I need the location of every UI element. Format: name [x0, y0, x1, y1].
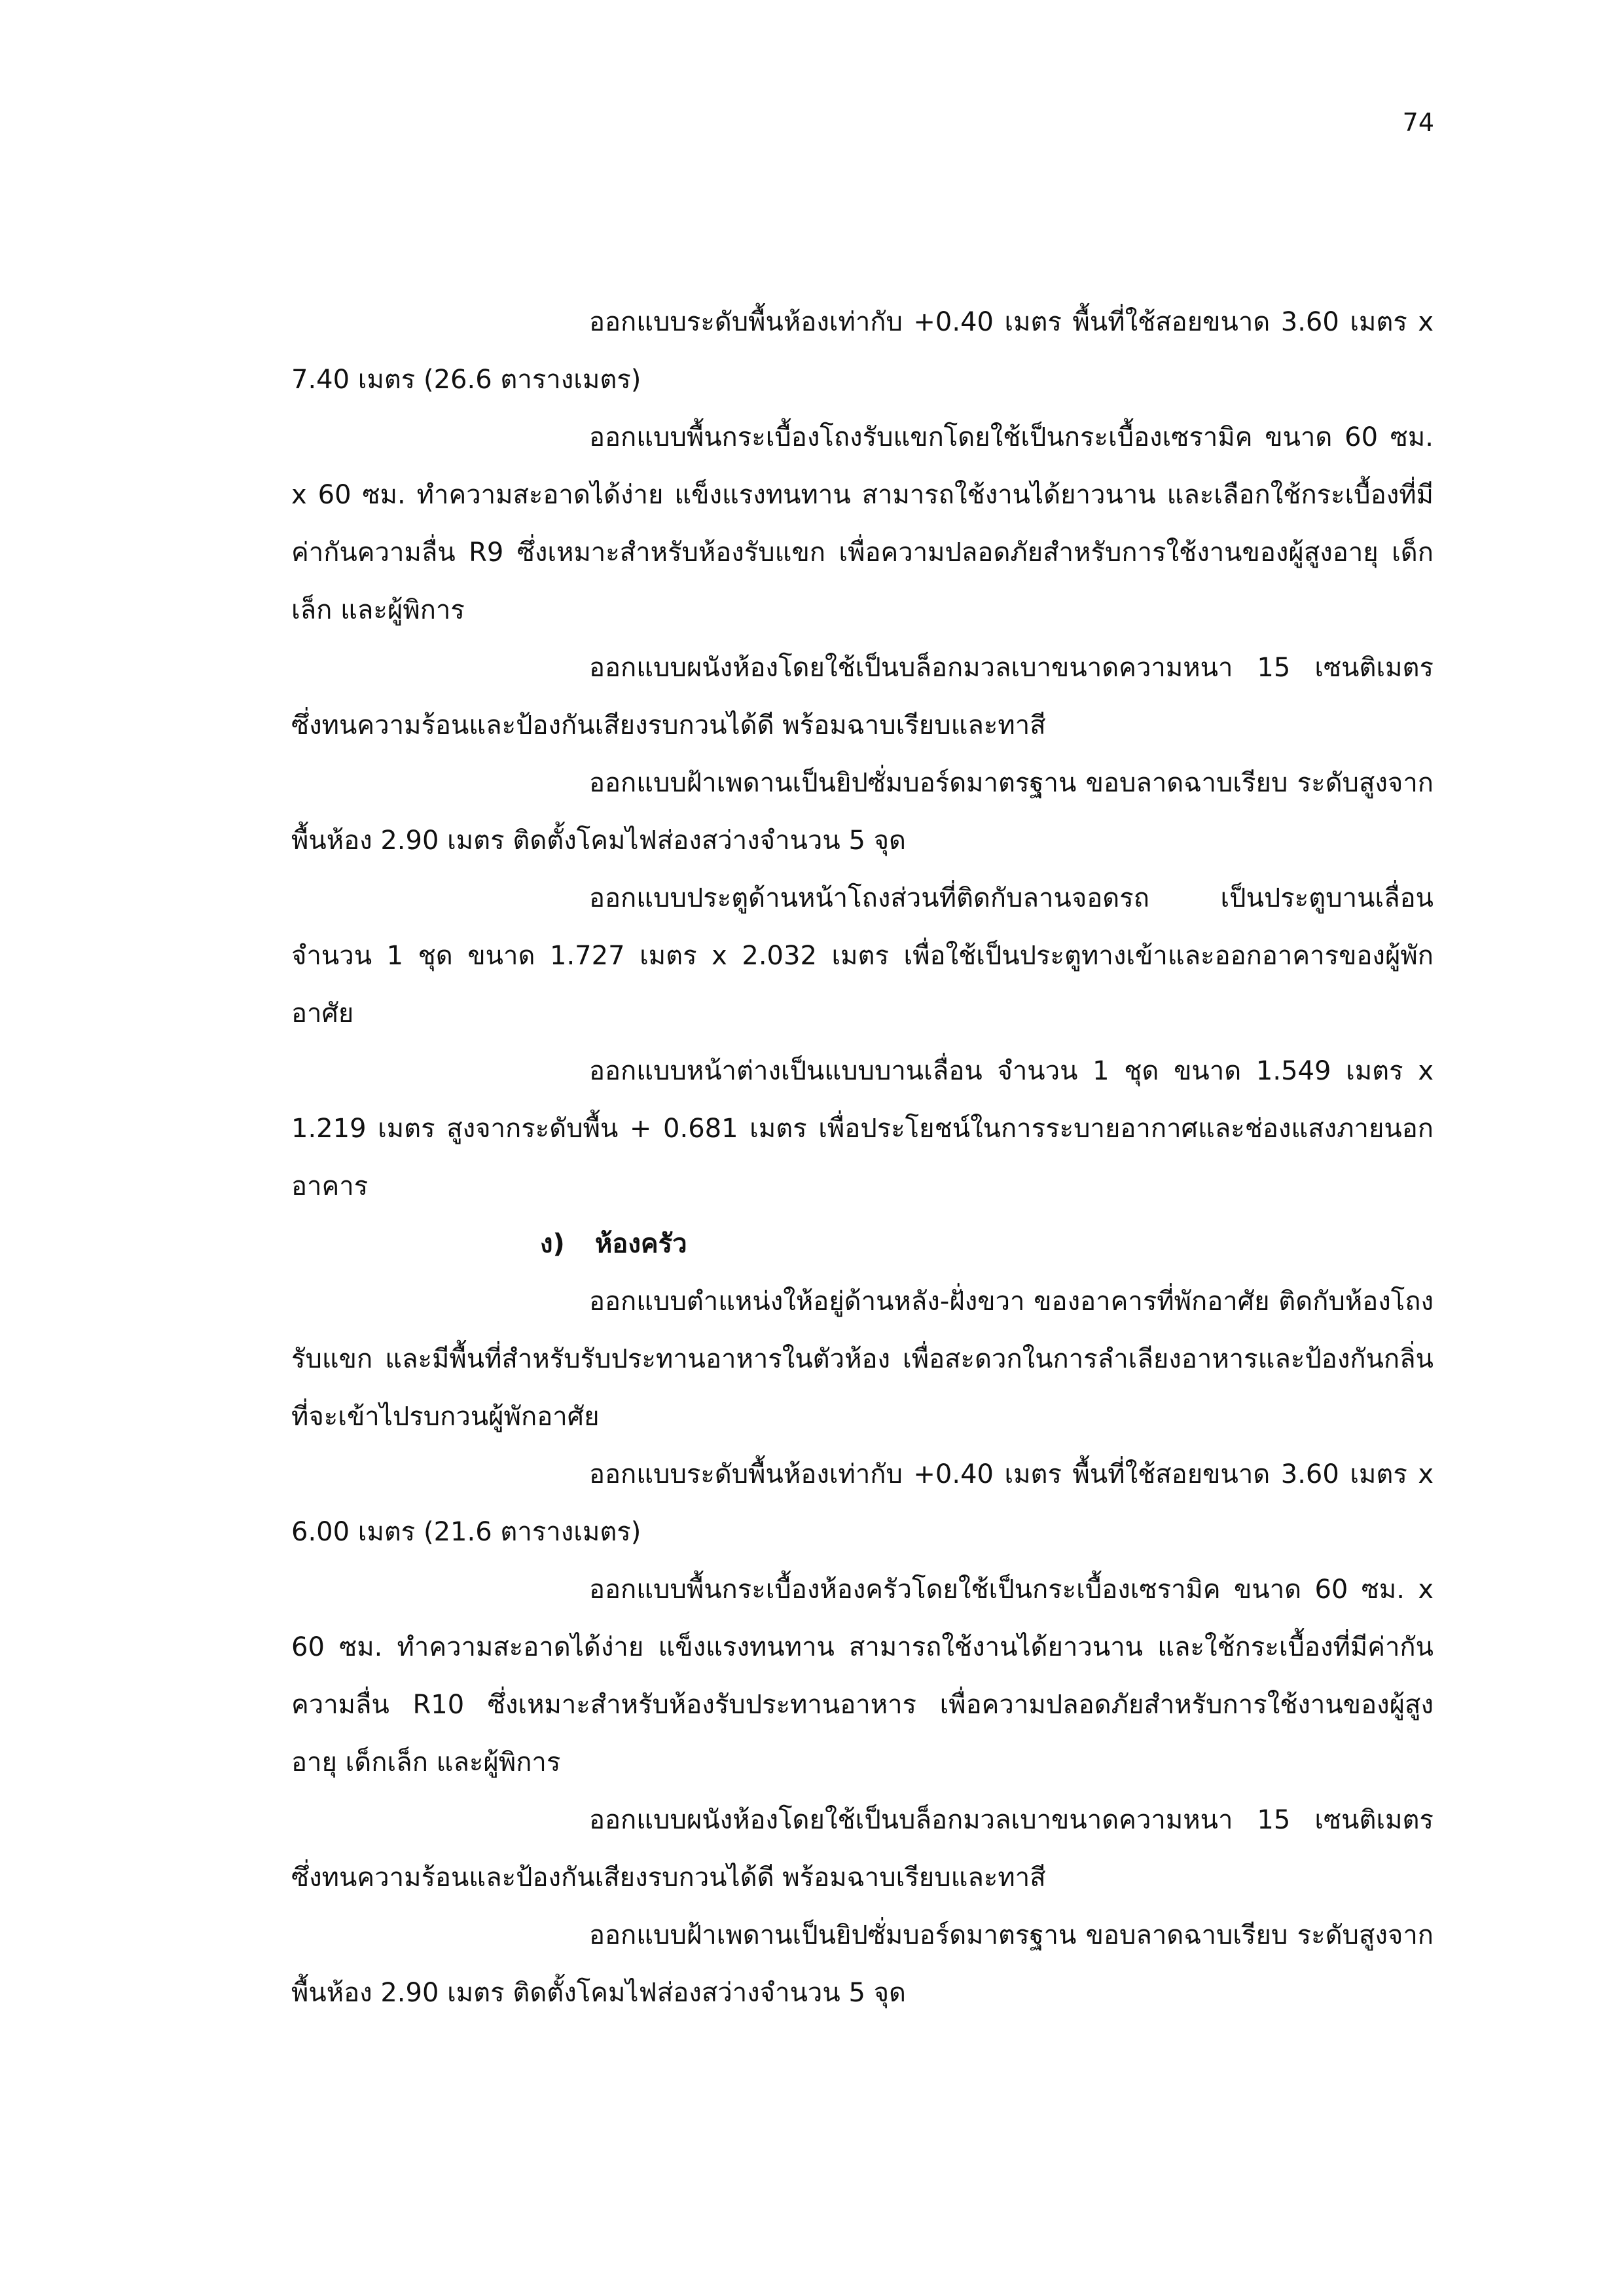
paragraph-living-door: ออกแบบประตูด้านหน้าโถงส่วนที่ติดกับลานจอดรถ เป็นประตูบานเลื่อน จำนวน 1 ชุด ขนาด 1.727 เมตร x 2.032 เมตร เพื่อใช้เป็นประตูทางเข้าและออกอาคารของผู้พักอาศัย	[291, 883, 1434, 1029]
paragraph-living-floor-tile: ออกแบบพื้นกระเบื้องโถงรับแขกโดยใช้เป็นกระเบื้องเซรามิค ขนาด 60 ซม. x 60 ซม. ทำความสะอาดได้ง่าย แข็งแรงทนทาน สามารถใช้งานได้ยาวนาน และเลือกใช้กระเบื้องที่มีค่ากันความลื่น R9 ซึ่งเหมาะสำหรับห้องรับแขก เพื่อความปลอดภัยสำหรับการใช้งานของผู้สูงอายุ เด็กเล็ก และผู้พิการ	[291, 422, 1434, 625]
paragraph-kitchen-floor-level: ออกแบบระดับพื้นห้องเท่ากับ +0.40 เมตร พื้นที่ใช้สอยขนาด 3.60 เมตร x 6.00 เมตร (21.6 ตารางเมตร)	[291, 1459, 1434, 1547]
section-heading-number: ง)	[540, 1229, 565, 1259]
paragraph-kitchen-floor-tile: ออกแบบพื้นกระเบื้องห้องครัวโดยใช้เป็นกระเบื้องเซรามิค ขนาด 60 ซม. x 60 ซม. ทำความสะอาดได้ง่าย แข็งแรงทนทาน สามารถใช้งานได้ยาวนาน และใช้กระเบื้องที่มีค่ากันความลื่น R10 ซึ่งเหมาะสำหรับห้องรับประทานอาหาร เพื่อความปลอดภัยสำหรับการใช้งานของผู้สูงอายุ เด็กเล็ก และผู้พิการ	[291, 1575, 1434, 1777]
section-heading-kitchen	[291, 1215, 1434, 1273]
paragraph-kitchen-location: ออกแบบตำแหน่งให้อยู่ด้านหลัง-ฝั่งขวา ของอาคารที่พักอาศัย ติดกับห้องโถงรับแขก และมีพื้นที่สำหรับรับประทานอาหารในตัวห้อง เพื่อสะดวกในการลำเลียงอาหารและป้องกันกลิ่นที่จะเข้าไปรบกวนผู้พักอาศัย	[291, 1286, 1434, 1432]
paragraph-living-wall: ออกแบบผนังห้องโดยใช้เป็นบล็อกมวลเบาขนาดความหนา 15 เซนติเมตร ซึ่งทนความร้อนและป้องกันเสียงรบกวนได้ดี พร้อมฉาบเรียบและทาสี	[291, 653, 1434, 740]
page-number: 74	[1402, 108, 1434, 137]
paragraph-kitchen-ceiling: ออกแบบฝ้าเพดานเป็นยิปซั่มบอร์ดมาตรฐาน ขอบลาดฉาบเรียบ ระดับสูงจากพื้นห้อง 2.90 เมตร ติดตั้งโคมไฟส่องสว่างจำนวน 5 จุด	[291, 1920, 1434, 2008]
paragraph-living-ceiling: ออกแบบฝ้าเพดานเป็นยิปซั่มบอร์ดมาตรฐาน ขอบลาดฉาบเรียบ ระดับสูงจากพื้นห้อง 2.90 เมตร ติดตั้งโคมไฟส่องสว่างจำนวน 5 จุด	[291, 768, 1434, 856]
page-body	[291, 293, 1434, 2022]
paragraph-living-floor-level: ออกแบบระดับพื้นห้องเท่ากับ +0.40 เมตร พื้นที่ใช้สอยขนาด 3.60 เมตร x 7.40 เมตร (26.6 ตารางเมตร)	[291, 307, 1434, 395]
paragraph-living-window: ออกแบบหน้าต่างเป็นแบบบานเลื่อน จำนวน 1 ชุด ขนาด 1.549 เมตร x 1.219 เมตร สูงจากระดับพื้น + 0.681 เมตร เพื่อประโยชน์ในการระบายอากาศและช่องแสงภายนอกอาคาร	[291, 1056, 1434, 1201]
paragraph-kitchen-wall: ออกแบบผนังห้องโดยใช้เป็นบล็อกมวลเบาขนาดความหนา 15 เซนติเมตร ซึ่งทนความร้อนและป้องกันเสียงรบกวนได้ดี พร้อมฉาบเรียบและทาสี	[291, 1805, 1434, 1893]
section-heading-title: ห้องครัว	[594, 1229, 687, 1259]
